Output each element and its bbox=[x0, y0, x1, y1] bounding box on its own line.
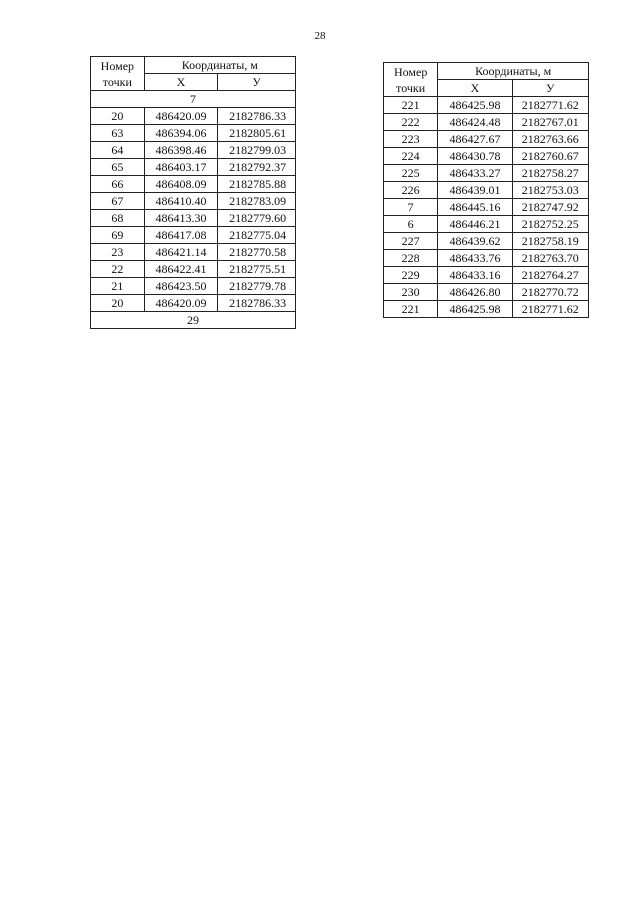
table-row bbox=[91, 108, 296, 125]
table-row bbox=[91, 295, 296, 312]
x-coordinate-cell: 486398.46 bbox=[144, 142, 218, 159]
y-column-header: У bbox=[218, 74, 296, 91]
x-column-header: X bbox=[438, 80, 512, 97]
x-coordinate-cell: 486445.16 bbox=[438, 199, 512, 216]
table-row bbox=[384, 267, 589, 284]
y-coordinate-cell: 2182771.62 bbox=[512, 97, 588, 114]
point-number-cell: 23 bbox=[91, 244, 145, 261]
x-coordinate-cell: 486394.06 bbox=[144, 125, 218, 142]
coordinates-table-left bbox=[90, 56, 296, 329]
point-number-cell: 230 bbox=[384, 284, 438, 301]
y-coordinate-cell: 2182753.03 bbox=[512, 182, 588, 199]
x-coordinate-cell: 486446.21 bbox=[438, 216, 512, 233]
y-coordinate-cell: 2182799.03 bbox=[218, 142, 296, 159]
point-number-cell: 228 bbox=[384, 250, 438, 267]
y-coordinate-cell: 2182747.92 bbox=[512, 199, 588, 216]
y-coordinate-cell: 2182792.37 bbox=[218, 159, 296, 176]
y-coordinate-cell: 2182786.33 bbox=[218, 295, 296, 312]
x-coordinate-cell: 486439.01 bbox=[438, 182, 512, 199]
page-number: 28 bbox=[314, 30, 326, 42]
point-number-cell: 65 bbox=[91, 159, 145, 176]
table-row bbox=[384, 301, 589, 318]
table-row bbox=[91, 176, 296, 193]
y-coordinate-cell: 2182760.67 bbox=[512, 148, 588, 165]
x-coordinate-cell: 486420.09 bbox=[144, 295, 218, 312]
x-coordinate-cell: 486408.09 bbox=[144, 176, 218, 193]
coordinates-header: Координаты, м bbox=[438, 63, 589, 80]
y-coordinate-cell: 2182758.27 bbox=[512, 165, 588, 182]
table-row bbox=[384, 131, 589, 148]
y-coordinate-cell: 2182764.27 bbox=[512, 267, 588, 284]
point-number-header-line2: точки bbox=[102, 74, 132, 89]
point-number-cell: 66 bbox=[91, 176, 145, 193]
x-coordinate-cell: 486417.08 bbox=[144, 227, 218, 244]
point-number-cell: 68 bbox=[91, 210, 145, 227]
point-number-header bbox=[384, 63, 438, 97]
table-row bbox=[384, 97, 589, 114]
y-coordinate-cell: 2182767.01 bbox=[512, 114, 588, 131]
table-row bbox=[384, 250, 589, 267]
table-row bbox=[91, 125, 296, 142]
coordinates-table-right bbox=[383, 62, 589, 318]
table-row bbox=[384, 114, 589, 131]
y-coordinate-cell: 2182775.04 bbox=[218, 227, 296, 244]
x-coordinate-cell: 486410.40 bbox=[144, 193, 218, 210]
table-row bbox=[384, 284, 589, 301]
x-coordinate-cell: 486425.98 bbox=[438, 97, 512, 114]
point-number-cell: 20 bbox=[91, 295, 145, 312]
table-row bbox=[91, 142, 296, 159]
x-coordinate-cell: 486430.78 bbox=[438, 148, 512, 165]
x-coordinate-cell: 486423.50 bbox=[144, 278, 218, 295]
left-table-body bbox=[91, 108, 296, 312]
y-coordinate-cell: 2182785.88 bbox=[218, 176, 296, 193]
point-number-cell: 20 bbox=[91, 108, 145, 125]
point-number-cell: 226 bbox=[384, 182, 438, 199]
point-number-cell: 224 bbox=[384, 148, 438, 165]
x-coordinate-cell: 486433.76 bbox=[438, 250, 512, 267]
x-coordinate-cell: 486424.48 bbox=[438, 114, 512, 131]
point-number-cell: 21 bbox=[91, 278, 145, 295]
table-row bbox=[91, 278, 296, 295]
x-coordinate-cell: 486427.67 bbox=[438, 131, 512, 148]
table-row bbox=[384, 216, 589, 233]
table-row bbox=[384, 233, 589, 250]
table-row bbox=[384, 165, 589, 182]
table-row bbox=[384, 199, 589, 216]
point-number-cell: 69 bbox=[91, 227, 145, 244]
y-coordinate-cell: 2182752.25 bbox=[512, 216, 588, 233]
table-row bbox=[91, 159, 296, 176]
table-row bbox=[384, 182, 589, 199]
coordinates-header: Координаты, м bbox=[144, 57, 295, 74]
point-number-cell: 223 bbox=[384, 131, 438, 148]
point-number-header-line1: Номер bbox=[100, 58, 135, 73]
y-coordinate-cell: 2182771.62 bbox=[512, 301, 588, 318]
table-row bbox=[91, 210, 296, 227]
y-coordinate-cell: 2182805.61 bbox=[218, 125, 296, 142]
point-number-cell: 7 bbox=[384, 199, 438, 216]
x-coordinate-cell: 486425.98 bbox=[438, 301, 512, 318]
table-row bbox=[91, 227, 296, 244]
point-number-cell: 221 bbox=[384, 97, 438, 114]
point-number-cell: 67 bbox=[91, 193, 145, 210]
point-number-cell: 22 bbox=[91, 261, 145, 278]
x-coordinate-cell: 486426.80 bbox=[438, 284, 512, 301]
point-number-cell: 6 bbox=[384, 216, 438, 233]
y-coordinate-cell: 2182770.72 bbox=[512, 284, 588, 301]
y-coordinate-cell: 2182763.70 bbox=[512, 250, 588, 267]
section-label-top: 7 bbox=[91, 91, 296, 108]
section-label-bottom: 29 bbox=[91, 312, 296, 329]
table-row bbox=[384, 148, 589, 165]
y-coordinate-cell: 2182758.19 bbox=[512, 233, 588, 250]
point-number-cell: 225 bbox=[384, 165, 438, 182]
point-number-cell: 222 bbox=[384, 114, 438, 131]
x-coordinate-cell: 486420.09 bbox=[144, 108, 218, 125]
x-coordinate-cell: 486433.27 bbox=[438, 165, 512, 182]
point-number-cell: 227 bbox=[384, 233, 438, 250]
y-coordinate-cell: 2182763.66 bbox=[512, 131, 588, 148]
x-coordinate-cell: 486439.62 bbox=[438, 233, 512, 250]
y-coordinate-cell: 2182775.51 bbox=[218, 261, 296, 278]
table-row bbox=[91, 261, 296, 278]
x-coordinate-cell: 486413.30 bbox=[144, 210, 218, 227]
point-number-header-line1: Номер bbox=[393, 64, 428, 79]
point-number-cell: 63 bbox=[91, 125, 145, 142]
y-coordinate-cell: 2182786.33 bbox=[218, 108, 296, 125]
x-coordinate-cell: 486403.17 bbox=[144, 159, 218, 176]
point-number-cell: 229 bbox=[384, 267, 438, 284]
table-row bbox=[91, 244, 296, 261]
x-coordinate-cell: 486422.41 bbox=[144, 261, 218, 278]
y-coordinate-cell: 2182779.78 bbox=[218, 278, 296, 295]
table-row bbox=[91, 193, 296, 210]
x-coordinate-cell: 486421.14 bbox=[144, 244, 218, 261]
point-number-header bbox=[91, 57, 145, 91]
point-number-header-line2: точки bbox=[396, 80, 426, 95]
right-table-body bbox=[384, 97, 589, 318]
point-number-cell: 64 bbox=[91, 142, 145, 159]
y-coordinate-cell: 2182779.60 bbox=[218, 210, 296, 227]
y-column-header: У bbox=[512, 80, 588, 97]
y-coordinate-cell: 2182783.09 bbox=[218, 193, 296, 210]
y-coordinate-cell: 2182770.58 bbox=[218, 244, 296, 261]
point-number-cell: 221 bbox=[384, 301, 438, 318]
x-coordinate-cell: 486433.16 bbox=[438, 267, 512, 284]
x-column-header: X bbox=[144, 74, 218, 91]
